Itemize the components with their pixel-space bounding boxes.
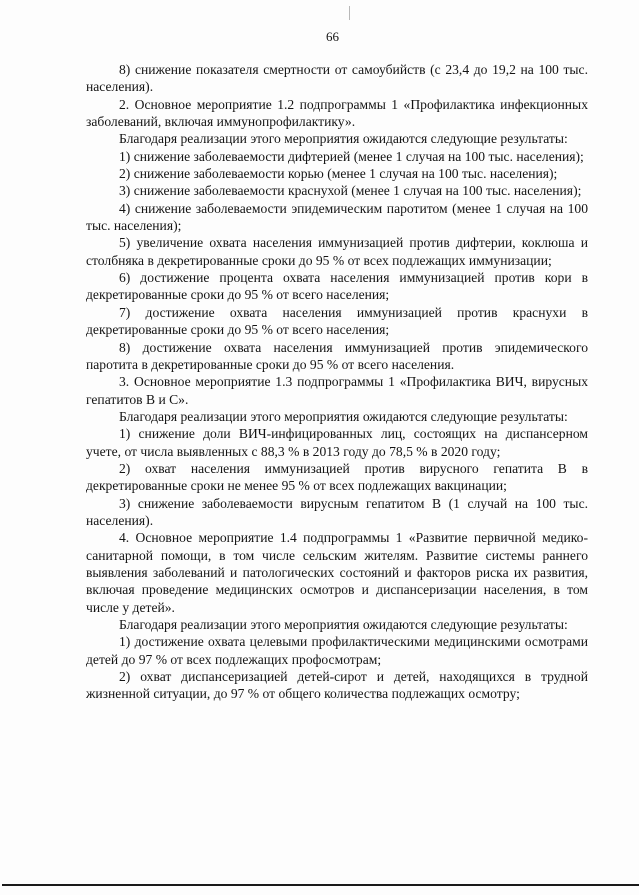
paragraph: 3. Основное мероприятие 1.3 подпрограммы 1 «Профилактика ВИЧ, вирусных гепатитов В и С». <box>86 374 588 407</box>
paragraph: 2. Основное мероприятие 1.2 подпрограммы 1 «Профилактика инфекционных заболеваний, включая иммунопрофилактику». <box>86 96 588 130</box>
paragraph: Благодаря реализации этого мероприятия ожидаются следующие результаты: <box>119 131 568 147</box>
paragraph: 1) снижение доли ВИЧ-инфицированных лиц, состоящих на диспансерном учете, от числа выявленных с 88,3 % в 2013 году до 78,5 % в 2020 году; <box>86 426 588 459</box>
paragraph: 7) достижение охвата населения иммунизацией против краснухи в декретированные сроки до 95 % от всего населения; <box>86 304 588 338</box>
bottom-divider <box>2 884 639 886</box>
paragraph: 6) достижение процента охвата населения иммунизацией против кори в декретированные сроки до 95 % от всего населения; <box>86 270 588 303</box>
page-number: 66 <box>326 29 339 44</box>
paragraph: 5) увеличение охвата населения иммунизацией против дифтерии, коклюша и столбняка в декретированные сроки до 95 % от всех подлежащих иммунизации; <box>86 235 588 268</box>
paragraph: 2) снижение заболеваемости корью (менее 1 случая на 100 тыс. населения); <box>119 166 558 182</box>
paragraph: 2) охват населения иммунизацией против вирусного гепатита В в декретированные сроки не менее 95 % от всех подлежащих вакцинации; <box>86 460 588 494</box>
paragraph: Благодаря реализации этого мероприятия ожидаются следующие результаты: <box>119 408 568 424</box>
paragraph: 4. Основное мероприятие 1.4 подпрограммы 1 «Развитие первичной медико-санитарной помощи, в том числе сельским жителям. Развитие системы раннего выявления заболеваний и патологических состояний и факторов риска их развития, включая проведение медицинских осмотров и диспансеризации населения, в том числе у детей». <box>86 530 588 615</box>
document-body <box>86 61 588 703</box>
paragraph: 2) охват диспансеризацией детей-сирот и детей, находящихся в трудной жизненной ситуации, до 97 % от общего количества подлежащих осмотру; <box>86 669 588 702</box>
paragraph: 8) достижение охвата населения иммунизацией против эпидемического паротита в декретированные сроки до 95 % от всего населения. <box>86 339 588 372</box>
paragraph: 4) снижение заболеваемости эпидемическим паротитом (менее 1 случая на 100 тыс. населения); <box>86 200 588 234</box>
paragraph: 3) снижение заболеваемости вирусным гепатитом В (1 случай на 100 тыс. населения). <box>86 495 588 528</box>
scan-mark <box>349 6 350 20</box>
paragraph: 1) достижение охвата целевыми профилактическими медицинскими осмотрами детей до 97 % от всех подлежащих профосмотрам; <box>86 634 588 667</box>
paragraph: 1) снижение заболеваемости дифтерией (менее 1 случая на 100 тыс. населения); <box>119 148 584 164</box>
paragraph: 8) снижение показателя смертности от самоубийств (с 23,4 до 19,2 на 100 тыс. населения). <box>86 62 588 95</box>
paragraph: Благодаря реализации этого мероприятия ожидаются следующие результаты: <box>119 617 568 632</box>
paragraph: 3) снижение заболеваемости краснухой (менее 1 случая на 100 тыс. населения); <box>119 183 582 199</box>
